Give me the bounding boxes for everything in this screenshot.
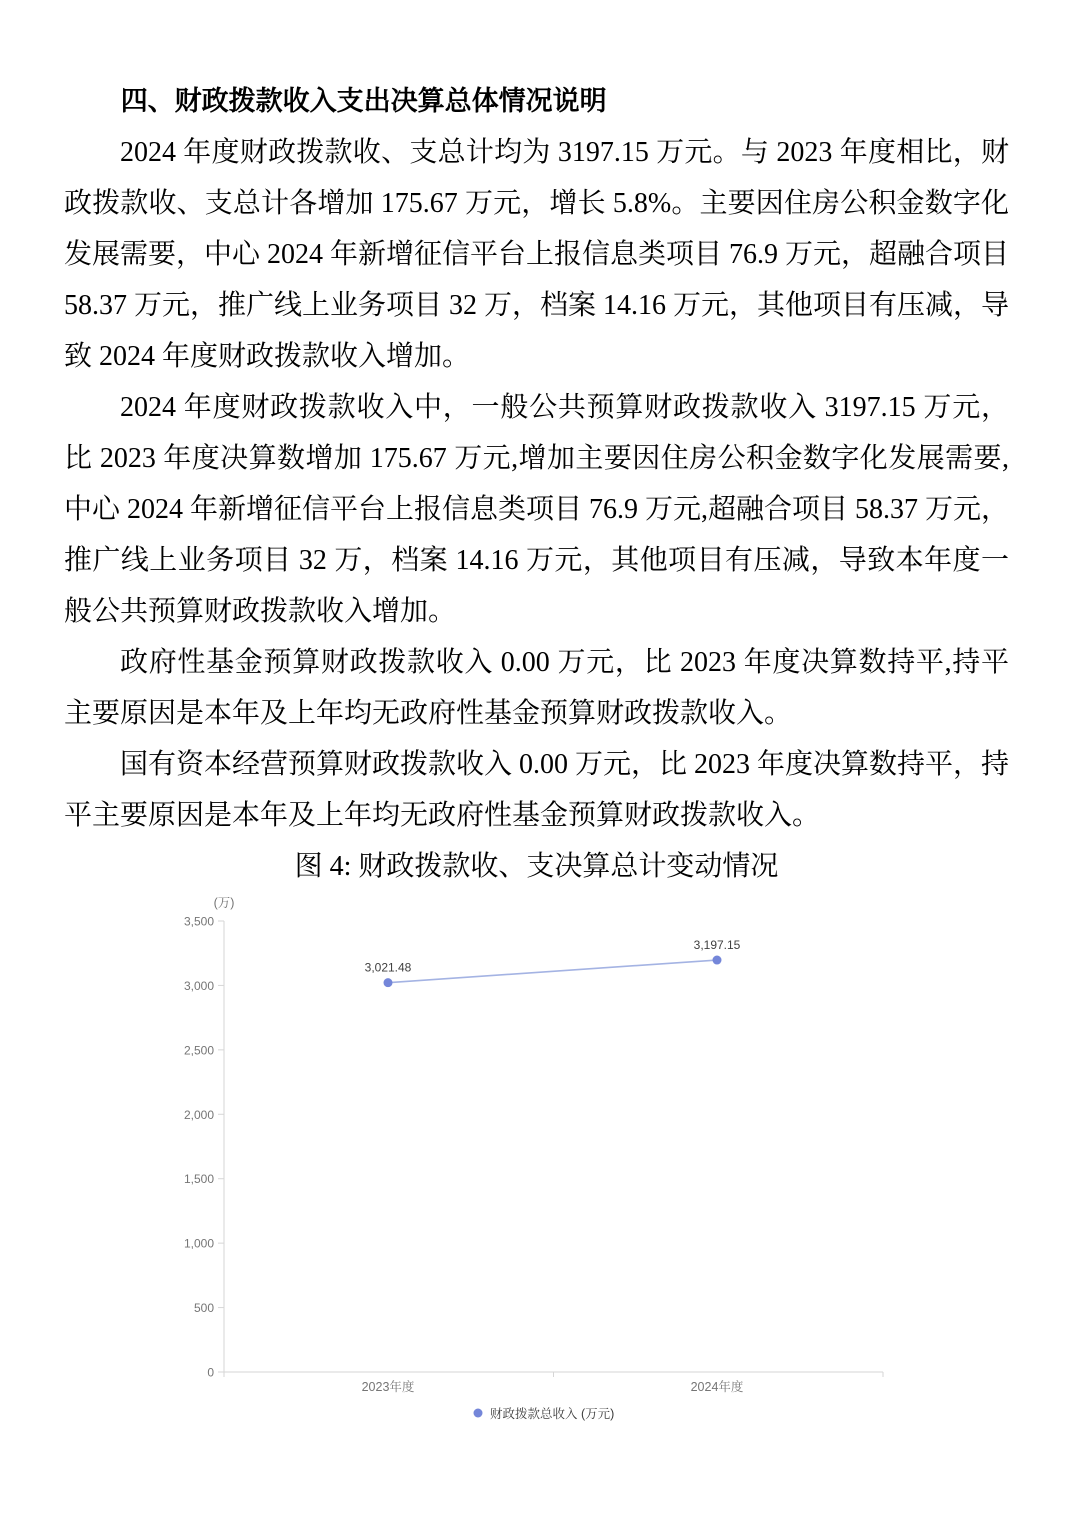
data-point-label: 3,197.15: [693, 938, 741, 953]
y-tick-label: 2,500: [183, 1043, 214, 1058]
y-axis-unit-label: (万): [213, 896, 235, 910]
figure-title: 图 4: 财政拨款收、支决算总计变动情况: [294, 851, 779, 882]
legend-marker-icon: [474, 1409, 483, 1418]
figure-4-line-chart: [0, 876, 1074, 1456]
paragraph-1: 2024 年度财政拨款收、支总计均为 3197.15 万元。与 2023 年度相比，财政拨款收、支总计各增加 175.67 万元，增长 5.8%。主要因住房公积金数字化发展需要，中心 2024 年新增征信平台上报信息类项目 76.9 万元，超融合项目 58.37 万元，推广线上业务项目 32 万，档案 14.16 万元，其他项目有压减，导致 2024 年度财政拨款收入增加。: [64, 137, 1010, 372]
y-tick-label: 2,000: [183, 1107, 214, 1122]
y-tick-label: 0: [207, 1365, 214, 1380]
y-tick-label: 500: [193, 1301, 214, 1316]
x-category-label: 2023年度: [361, 1380, 415, 1394]
chart-canvas: [0, 876, 1074, 1456]
y-tick-label: 1,000: [183, 1236, 214, 1251]
x-category-label: 2024年度: [690, 1380, 744, 1394]
series-line: [388, 960, 717, 983]
legend-label: 财政拨款总收入 (万元): [490, 1407, 615, 1421]
paragraph-4: 国有资本经营预算财政拨款收入 0.00 万元，比 2023 年度决算数持平，持平主要原因是本年及上年均无政府性基金预算财政拨款收入。: [64, 749, 1010, 831]
y-tick-label: 3,500: [183, 914, 214, 929]
y-tick-label: 3,000: [183, 978, 214, 993]
data-point-label: 3,021.48: [364, 960, 412, 975]
data-point-marker: [384, 978, 393, 987]
y-tick-label: 1,500: [183, 1172, 214, 1187]
data-point-marker: [713, 956, 722, 965]
paragraph-3: 政府性基金预算财政拨款收入 0.00 万元，比 2023 年度决算数持平,持平主要原因是本年及上年均无政府性基金预算财政拨款收入。: [64, 647, 1009, 729]
paragraph-2: 2024 年度财政拨款收入中，一般公共预算财政拨款收入 3197.15 万元，比 2023 年度决算数增加 175.67 万元,增加主要因住房公积金数字化发展需要,中心 2024 年新增征信平台上报信息类项目 76.9 万元,超融合项目 58.37 万元，推广线上业务项目 32 万，档案 14.16 万元，其他项目有压减，导致本年度一般公共预算财政拨款收入增加。: [64, 392, 1010, 627]
section-heading: 四、财政拨款收入支出决算总体情况说明: [120, 86, 607, 116]
text-block: [64, 76, 1009, 892]
